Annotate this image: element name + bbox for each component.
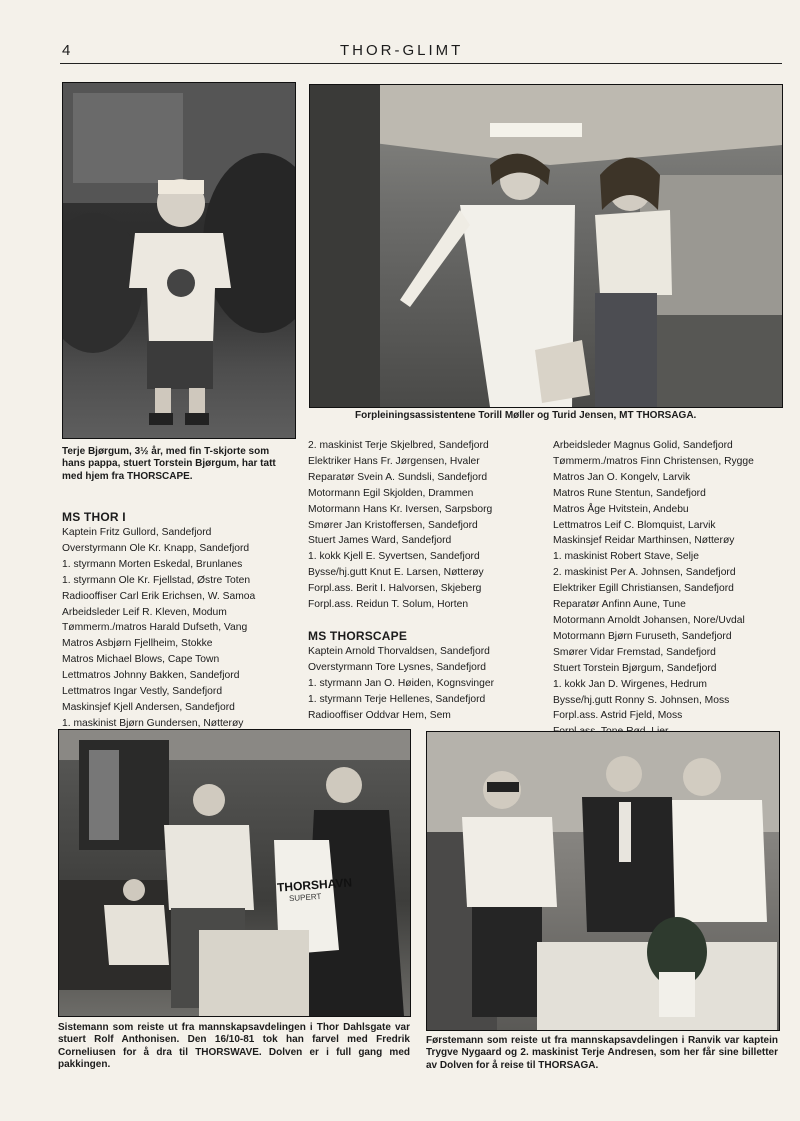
crew-member: 1. kokk Jan D. Wirgenes, Hedrum (553, 678, 707, 690)
crew-member: 1. styrmann Jan O. Høiden, Kognsvinger (308, 677, 495, 689)
crew-member: 1. styrmann Morten Eskedal, Brunlanes (62, 558, 243, 570)
ms-thor-i-crew-list (62, 525, 255, 732)
crew-member: Forpl.ass. Astrid Fjeld, Moss (553, 710, 683, 722)
publication-title: THOR-GLIMT (340, 42, 464, 59)
crew-member: Tømmerm./matros Harald Dufseth, Vang (62, 622, 248, 634)
crew-member: 1. kokk Kjell E. Syvertsen, Sandefjord (308, 551, 480, 563)
crew-member: Stuert Torstein Bjørgum, Sandefjord (553, 662, 717, 674)
office-right-caption: Førstemann som reiste ut fra mannskapsavdelingen i Ranvik var kaptein Trygve Nygaard og 2. maskinist Terje Andresen, som her får sine billetter av Dolven for å reise til THORSAGA. (426, 1035, 778, 1071)
crew-member: Lettmatros Ingar Vestly, Sandefjord (62, 686, 223, 698)
bag-brand-label: THORSHAVN (276, 875, 353, 895)
crew-member: Motormann Arnoldt Johansen, Nore/Uvdal (553, 614, 745, 626)
boy-photo-caption: Terje Bjørgum, 3½ år, med fin T-skjorte som hans pappa, stuert Torstein Bjørgum, har tatt med hjem fra THORSCAPE. (62, 446, 276, 482)
thorscape-continued-list (553, 438, 754, 740)
crew-member: Matros Asbjørn Fjellheim, Stokke (62, 638, 213, 650)
thor-i-continued-list (308, 438, 494, 613)
galley-photo (309, 84, 783, 408)
office-left-caption: Sistemann som reiste ut fra mannskapsavdelingen i Thor Dahlsgate var stuert Rolf Anthonisen. Den 16/10-81 tok han farvel med Fredrik Corneliusen for å dra til THORSWAVE. Dolven er i full gang med pakkingen. (58, 1022, 410, 1071)
middle-column (308, 438, 494, 724)
crew-member: Kaptein Arnold Thorvaldsen, Sandefjord (308, 645, 490, 657)
ms-thorscape-heading: MS THORSCAPE (308, 628, 408, 643)
crew-member: 2. maskinist Terje Skjelbred, Sandefjord (308, 440, 489, 451)
crew-member: Motormann Bjørn Furuseth, Sandefjord (553, 630, 732, 642)
crew-member: Arbeidsleder Magnus Golid, Sandefjord (553, 440, 733, 451)
crew-member: 1. maskinist Bjørn Gundersen, Nøtterøy (62, 717, 244, 729)
crew-member: Smører Jan Kristoffersen, Sandefjord (308, 519, 478, 531)
crew-member: Reparatør Svein A. Sundsli, Sandefjord (308, 471, 488, 483)
crew-member: Overstyrmann Tore Lysnes, Sandefjord (308, 661, 486, 673)
office-left-photo (58, 729, 411, 1017)
crew-member: Bysse/hj.gutt Knut E. Larsen, Nøtterøy (308, 567, 484, 579)
crew-member: Maskinsjef Kjell Andersen, Sandefjord (62, 701, 235, 713)
crew-member: Matros Rune Stentun, Sandefjord (553, 487, 706, 499)
crew-member: 1. styrmann Terje Hellenes, Sandefjord (308, 693, 486, 705)
crew-member: 1. styrmann Ole Kr. Fjellstad, Østre Toten (62, 574, 251, 586)
crew-member: Bysse/hj.gutt Ronny S. Johnsen, Moss (553, 694, 730, 706)
crew-member: Tømmerm./matros Finn Christensen, Rygge (553, 455, 754, 467)
boy-photo (62, 82, 296, 439)
crew-member: Maskinsjef Reidar Marthinsen, Nøtterøy (553, 535, 735, 547)
crew-member: Matros Jan O. Kongelv, Larvik (553, 471, 691, 483)
crew-member: Forpl.ass. Berit I. Halvorsen, Skjeberg (308, 583, 482, 595)
crew-member: Overstyrmann Ole Kr. Knapp, Sandefjord (62, 542, 250, 554)
crew-member: Smører Vidar Fremstad, Sandefjord (553, 646, 716, 658)
header-rule (60, 63, 782, 64)
ms-thor-i-heading: MS THOR I (62, 510, 126, 524)
crew-member: Forpl.ass. Reidun T. Solum, Horten (308, 599, 469, 611)
crew-member: Lettmatros Leif C. Blomquist, Larvik (553, 519, 716, 531)
crew-member: Radiooffiser Carl Erik Erichsen, W. Samoa (62, 590, 256, 602)
crew-member: Motormann Egil Skjolden, Drammen (308, 487, 474, 499)
crew-member: Stuert James Ward, Sandefjord (308, 535, 452, 547)
crew-member: Reparatør Anfinn Aune, Tune (553, 599, 686, 611)
office-right-photo (426, 731, 780, 1031)
page-number: 4 (62, 42, 71, 59)
ms-thorscape-crew-list (308, 644, 494, 724)
crew-member: Motormann Hans Kr. Iversen, Sarpsborg (308, 503, 493, 515)
ms-thor-i-section (62, 509, 255, 732)
crew-member: Elektriker Egill Christiansen, Sandefjord (553, 583, 734, 595)
crew-member: 2. maskinist Per A. Johnsen, Sandefjord (553, 567, 736, 579)
crew-member: 1. maskinist Robert Stave, Selje (553, 551, 699, 563)
crew-member: Kaptein Fritz Gullord, Sandefjord (62, 527, 212, 538)
bag-sub-label: SUPERT (288, 891, 322, 904)
crew-member: Matros Michael Blows, Cape Town (62, 654, 220, 666)
crew-member: Lettmatros Johnny Bakken, Sandefjord (62, 670, 240, 682)
crew-member: Arbeidsleder Leif R. Kleven, Modum (62, 606, 227, 618)
crew-member: Matros Åge Hvitstein, Andebu (553, 503, 689, 515)
galley-photo-caption: Forpleiningsassistentene Torill Møller og Turid Jensen, MT THORSAGA. (355, 410, 697, 421)
crew-member: Radiooffiser Oddvar Hem, Sem (308, 709, 451, 721)
crew-member: Elektriker Hans Fr. Jørgensen, Hvaler (308, 455, 480, 467)
right-column (553, 438, 754, 740)
